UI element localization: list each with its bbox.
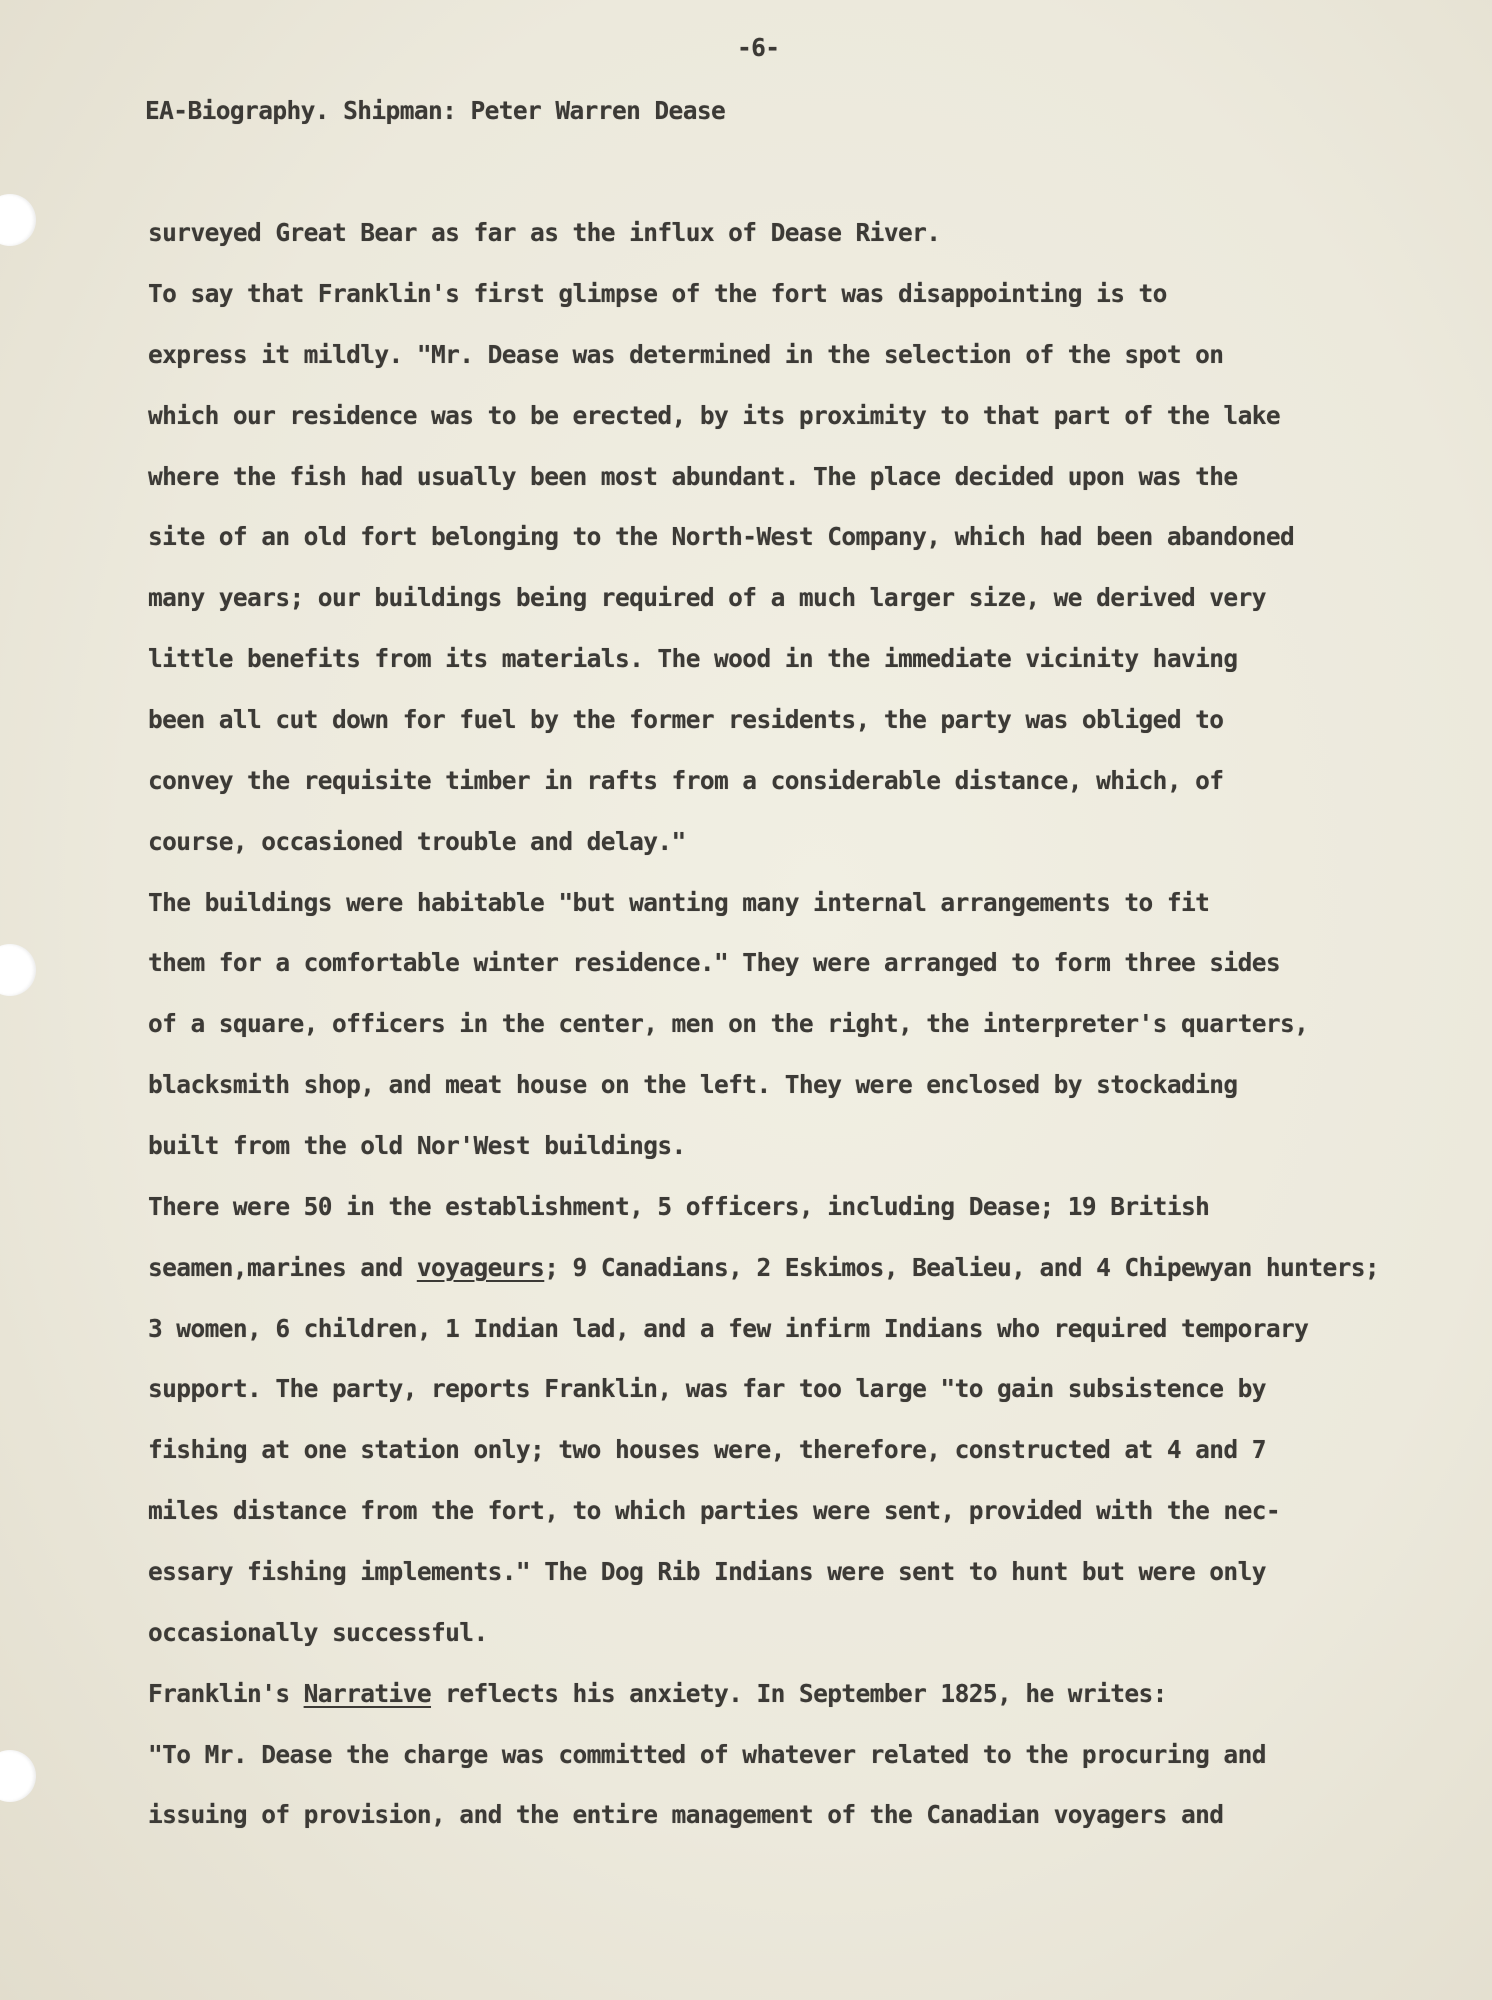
body-line-3: express it mildly. "Mr. Dease was determined in the selection of the spot on [148,340,1224,369]
body-line-27: issuing of provision, and the entire management of the Canadian voyagers and [148,1800,1224,1829]
page-number: -6- [737,33,780,62]
body-line-26: "To Mr. Dease the charge was committed of whatever related to the procuring and [148,1740,1266,1769]
body-line-18 [148,1253,1379,1282]
body-line-18-start: seamen,marines and [148,1253,417,1282]
underlined-word-voyageurs: voyageurs [416,1253,545,1282]
body-line-17: There were 50 in the establishment, 5 officers, including Dease; 19 British [148,1192,1210,1221]
body-line-2: To say that Franklin's first glimpse of the fort was disappointing is to [148,279,1167,308]
running-header: EA-Biography. Shipman: Peter Warren Dease [145,96,726,125]
binder-hole-middle [0,944,36,996]
body-line-11: course, occasioned trouble and delay." [148,827,686,856]
body-line-25-end: reflects his anxiety. In September 1825, he writes: [431,1679,1167,1708]
body-line-5: where the fish had usually been most abundant. The place decided upon was the [148,462,1238,491]
body-line-25 [148,1679,1167,1708]
body-line-9: been all cut down for fuel by the former residents, the party was obliged to [148,705,1224,734]
body-line-22: miles distance from the fort, to which parties were sent, provided with the nec- [148,1496,1281,1525]
body-line-19: 3 women, 6 children, 1 Indian lad, and a few infirm Indians who required temporary [148,1314,1309,1343]
binder-hole-top [0,194,36,246]
body-line-1: surveyed Great Bear as far as the influx of Dease River. [148,218,941,247]
binder-hole-bottom [0,1750,36,1802]
body-line-23: essary fishing implements." The Dog Rib Indians were sent to hunt but were only [148,1557,1266,1586]
body-line-24: occasionally successful. [148,1618,488,1647]
body-line-12: The buildings were habitable "but wanting many internal arrangements to fit [148,888,1210,917]
body-line-6: site of an old fort belonging to the North-West Company, which had been abandoned [148,522,1295,551]
body-line-7: many years; our buildings being required of a much larger size, we derived very [148,583,1266,612]
body-line-14: of a square, officers in the center, men on the right, the interpreter's quarters, [148,1009,1309,1038]
body-line-20: support. The party, reports Franklin, was far too large "to gain subsistence by [148,1374,1266,1403]
underlined-word-narrative: Narrative [303,1679,432,1708]
body-line-15: blacksmith shop, and meat house on the left. They were enclosed by stockading [148,1070,1238,1099]
body-line-21: fishing at one station only; two houses were, therefore, constructed at 4 and 7 [148,1435,1266,1464]
body-line-25-start: Franklin's [148,1679,304,1708]
body-line-4: which our residence was to be erected, by its proximity to that part of the lake [148,401,1281,430]
body-line-18-end: ; 9 Canadians, 2 Eskimos, Bealieu, and 4 Chipewyan hunters; [544,1253,1380,1282]
body-line-13: them for a comfortable winter residence." They were arranged to form three sides [148,948,1281,977]
body-line-10: convey the requisite timber in rafts from a considerable distance, which, of [148,766,1224,795]
body-line-8: little benefits from its materials. The wood in the immediate vicinity having [148,644,1238,673]
body-line-16: built from the old Nor'West buildings. [148,1131,686,1160]
